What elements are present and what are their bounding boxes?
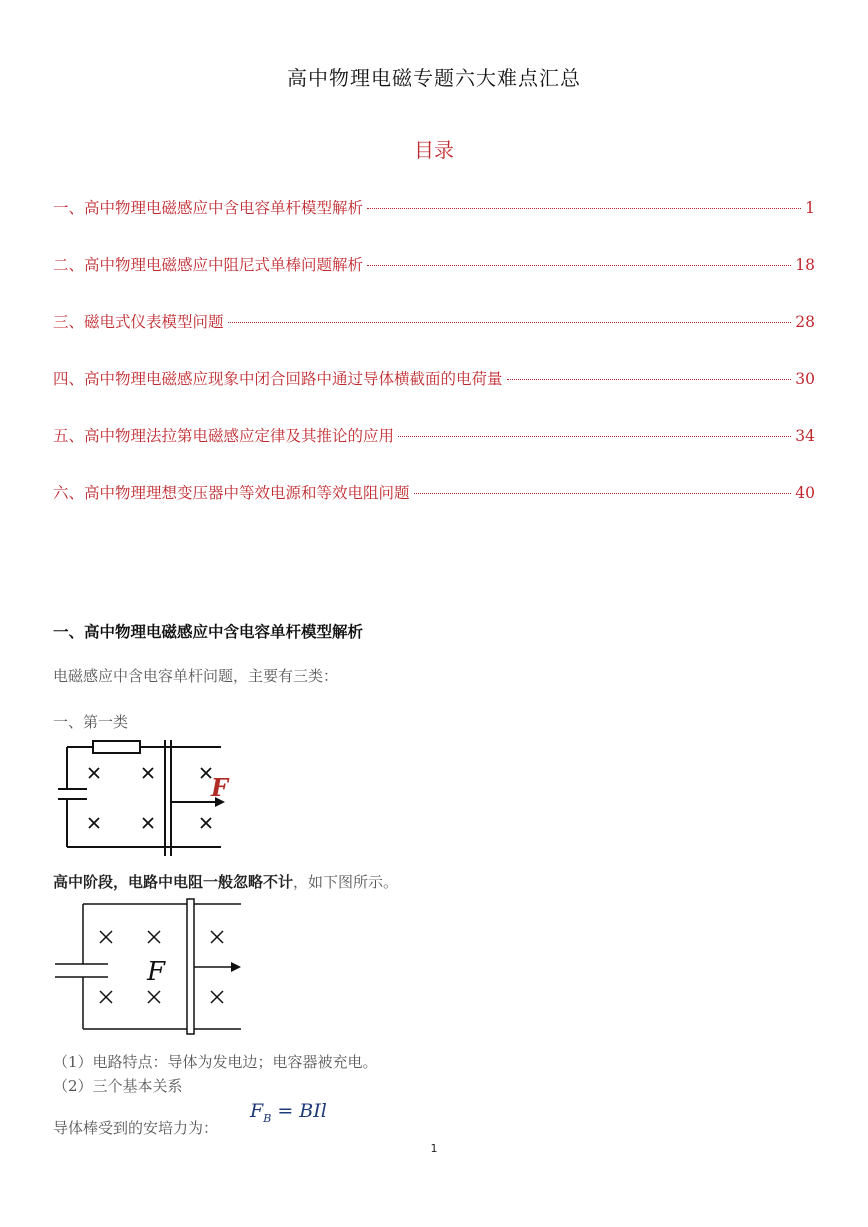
circuit-diagram-2 <box>53 898 245 1036</box>
toc-leader-dots <box>367 265 791 266</box>
formula-rhs: = BIl <box>271 1100 327 1122</box>
formula-subscript: B <box>263 1111 272 1125</box>
point-2: （2）三个基本关系 <box>53 1077 183 1095</box>
toc-entry[interactable] <box>53 424 815 446</box>
toc-heading: 目录 <box>414 138 454 162</box>
section-heading: 一、高中物理电磁感应中含电容单杆模型解析 <box>53 623 364 641</box>
toc-entry-label: 六、高中物理理想变压器中等效电源和等效电阻问题 <box>53 484 410 502</box>
toc-leader-dots <box>228 322 792 323</box>
page-number: 1 <box>430 1142 438 1155</box>
document-title: 高中物理电磁专题六大难点汇总 <box>287 66 581 90</box>
force-label: F <box>147 957 166 987</box>
note-text <box>53 871 398 892</box>
toc-entry-label: 五、高中物理法拉第电磁感应定律及其推论的应用 <box>53 427 395 445</box>
ampere-formula <box>250 1100 327 1125</box>
sub-heading: 一、第一类 <box>53 713 129 731</box>
toc-leader-dots <box>367 208 801 209</box>
toc-entry[interactable] <box>53 196 815 218</box>
toc-page-number: 40 <box>795 484 815 502</box>
toc-entry[interactable] <box>53 481 815 503</box>
note-rest: ，如下图所示。 <box>293 873 399 891</box>
force-label: F <box>211 773 229 802</box>
toc-page-number: 1 <box>805 199 815 217</box>
toc-entry-label: 三、磁电式仪表模型问题 <box>53 313 224 331</box>
toc-leader-dots <box>398 436 791 437</box>
toc-leader-dots <box>414 493 792 494</box>
circuit-diagram-1 <box>53 734 243 862</box>
toc-entry[interactable] <box>53 367 815 389</box>
toc-page-number: 18 <box>795 256 815 274</box>
point-1: （1）电路特点：导体为发电边；电容器被充电。 <box>53 1053 378 1071</box>
toc-entry-label: 一、高中物理电磁感应中含电容单杆模型解析 <box>53 199 364 217</box>
ampere-force-text: 导体棒受到的安培力为： <box>53 1119 219 1137</box>
toc-page-number: 28 <box>795 313 815 331</box>
toc-leader-dots <box>507 379 792 380</box>
note-bold: 高中阶段，电路中电阻一般忽略不计 <box>53 873 294 891</box>
toc-entry-label: 四、高中物理电磁感应现象中闭合回路中通过导体横截面的电荷量 <box>53 370 503 388</box>
toc-entry[interactable] <box>53 253 815 275</box>
toc-entry[interactable] <box>53 310 815 332</box>
toc-page-number: 30 <box>795 370 815 388</box>
toc-entry-label: 二、高中物理电磁感应中阻尼式单棒问题解析 <box>53 256 364 274</box>
toc-page-number: 34 <box>795 427 815 445</box>
formula-F: F <box>250 1100 264 1122</box>
intro-text: 电磁感应中含电容单杆问题，主要有三类： <box>53 667 339 685</box>
